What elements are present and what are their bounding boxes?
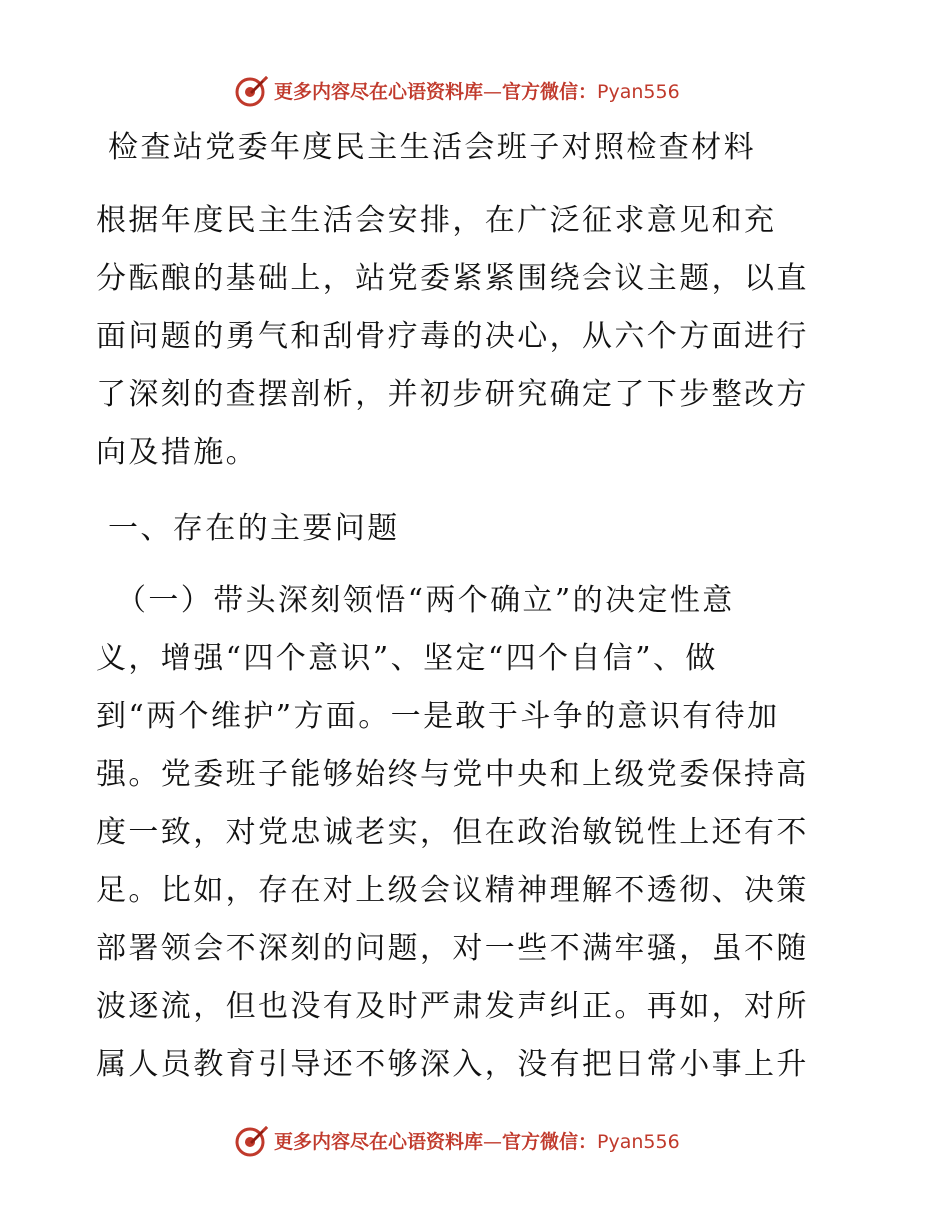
section1-line: 部署领会不深刻的问题，对一些不满牢骚，虽不随 — [96, 931, 809, 966]
section1-line: 到“两个维护”方面。一是敢于斗争的意识有待加 — [96, 699, 780, 734]
banner-text — [274, 77, 680, 104]
banner-library-name: 更多内容尽在心语资料库 — [274, 80, 484, 103]
banner-wechat-label: 官方微信： — [502, 1130, 598, 1153]
banner-dash: — — [483, 80, 503, 103]
banner-library-name: 更多内容尽在心语资料库 — [274, 1130, 484, 1153]
top-banner — [234, 70, 714, 110]
section1-line: 波逐流，但也没有及时严肃发声纠正。再如，对所 — [96, 989, 809, 1024]
intro-paragraph — [96, 192, 848, 482]
document-title: 检查站党委年度民主生活会班子对照检查材料 — [108, 130, 756, 165]
intro-line: 面问题的勇气和刮骨疗毒的决心，从六个方面进行 — [96, 319, 809, 354]
section1-line: 义，增强“四个意识”、坚定“四个自信”、做 — [96, 641, 718, 676]
section1-line: 属人员教育引导还不够深入，没有把日常小事上升 — [96, 1047, 809, 1082]
banner-wechat-id: Pyan556 — [597, 1130, 680, 1153]
section1-line: 度一致，对党忠诚老实，但在政治敏锐性上还有不 — [96, 815, 809, 850]
section1-line: 足。比如，存在对上级会议精神理解不透彻、决策 — [96, 873, 809, 908]
intro-line: 了深刻的查摆剖析，并初步研究确定了下步整改方 — [96, 377, 809, 412]
banner-wechat-id: Pyan556 — [597, 80, 680, 103]
pen-logo-icon — [234, 1122, 270, 1158]
banner-text — [274, 1127, 680, 1154]
intro-line: 根据年度民主生活会安排，在广泛征求意见和充 — [96, 203, 777, 238]
banner-dash: — — [483, 1130, 503, 1153]
section1-line: （一）带头深刻领悟“两个确立”的决定性意 — [116, 583, 735, 618]
section1-paragraph — [96, 572, 848, 1094]
pen-logo-icon — [234, 72, 270, 108]
banner-wechat-label: 官方微信： — [502, 80, 598, 103]
section1-line: 强。党委班子能够始终与党中央和上级党委保持高 — [96, 757, 809, 792]
intro-line: 分酝酿的基础上，站党委紧紧围绕会议主题，以直 — [96, 261, 809, 296]
intro-line: 向及措施。 — [96, 435, 258, 470]
section-heading: 一、存在的主要问题 — [108, 511, 400, 546]
bottom-banner — [234, 1120, 714, 1160]
